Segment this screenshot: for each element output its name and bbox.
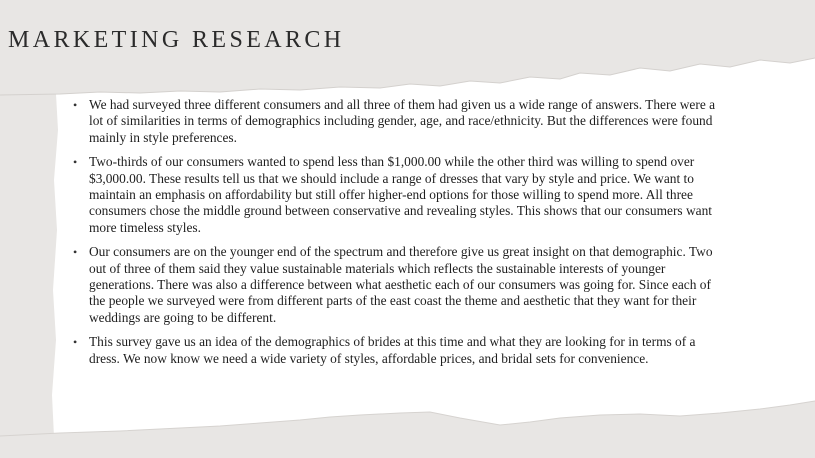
bullet-dot-icon: • bbox=[73, 335, 78, 350]
bottom-gray-paper bbox=[0, 401, 815, 458]
slide-title: MARKETING RESEARCH bbox=[8, 27, 345, 53]
left-gray-strip bbox=[0, 94, 58, 458]
bullet-item bbox=[68, 154, 720, 236]
bullet-list bbox=[68, 97, 720, 375]
bullet-text: Our consumers are on the younger end of the spectrum and therefore give us great insight on that demographic. Two out of three of them said they value sustainable materials which reflects the sustainable interests of younger generations. There was also a difference between what aesthetic each of our consumers was going for. Since each of the people we surveyed were from different parts of the east coast the theme and aesthetic that they want for their weddings are going to be different. bbox=[89, 244, 713, 325]
bullet-item bbox=[68, 334, 720, 367]
bullet-dot-icon: • bbox=[73, 245, 78, 260]
bullet-text: This survey gave us an idea of the demographics of brides at this time and what they are looking for in terms of a dress. We now know we need a wide variety of styles, affordable prices, and bridal sets for convenience. bbox=[89, 334, 696, 366]
bullet-item bbox=[68, 97, 720, 146]
bullet-text: We had surveyed three different consumers and all three of them had given us a wide range of answers. There were a lot of similarities in terms of demographics including gender, age, and race/ethnicity. But the differences were found mainly in style preferences. bbox=[89, 97, 716, 145]
bullet-text: Two-thirds of our consumers wanted to spend less than $1,000.00 while the other third was willing to spend over $3,000.00. These results tell us that we should include a range of dresses that vary by style and price. We want to maintain an emphasis on affordability but still offer higher-end options for those willing to spend more. All three consumers chose the middle ground between conservative and revealing styles. This shows that our consumers want more timeless styles. bbox=[89, 154, 713, 235]
bullet-item bbox=[68, 244, 720, 326]
bullet-dot-icon: • bbox=[73, 98, 78, 112]
bullet-dot-icon: • bbox=[73, 155, 78, 170]
